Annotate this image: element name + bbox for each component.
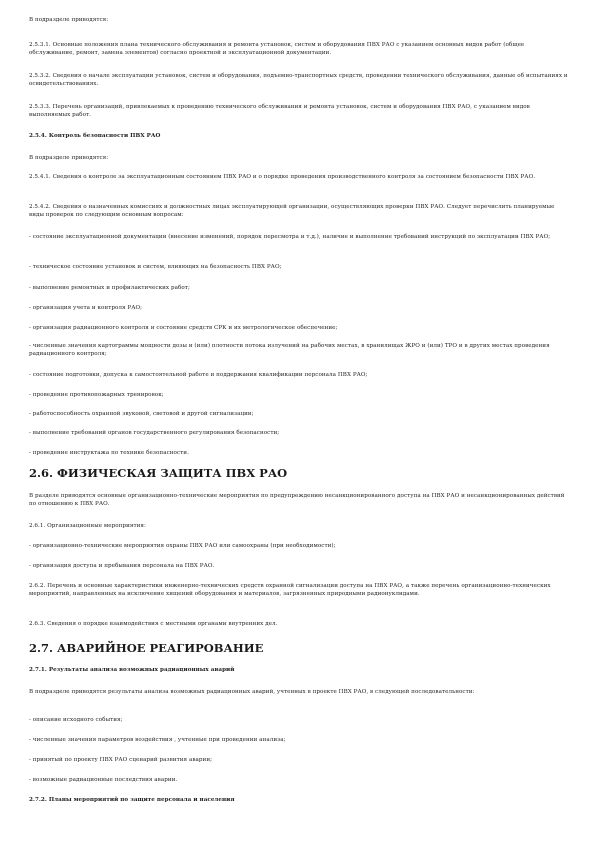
list-item: - состояние эксплуатационной документации (внесение изменений, порядок пересмотра и т.д.), наличие и выполнение требований инструкций по эксплуатации ПВХ РАО; [29,234,551,240]
paragraph-2-5-3-1: 2.5.3.1. Основные положения плана технического обслуживания и ремонта установок, систем и оборудования ПВХ РАО с указанием основных видов работ (общее обслуживание, ремонт, замена элементов) согласно проектной и эксплуатационной документации. [29,42,525,56]
paragraph-2-5-3-3: 2.5.3.3. Перечень организаций, привлекаемых к проведению технического обслуживания и ремонта установок, систем и оборудования ПВХ РАО, с указанием видов выполняемых работ. [29,104,530,118]
paragraph-2-6-1: 2.6.1. Организационные мероприятия: [29,523,146,529]
paragraph-2-5-4-1: 2.5.4.1. Сведения о контроле за эксплуатационным состоянием ПВХ РАО и о порядке проведения производственного контроля за состоянием безопасности ПВХ РАО. [29,174,536,180]
subsection-heading-2-5-4: 2.5.4. Контроль безопасности ПВХ РАО [29,133,161,139]
section-intro: В подразделе приводятся результаты анализа возможных радиационных аварий, учтенных в проекте ПВХ РАО, в следующей последовательности: [29,689,475,695]
list-item: - техническое состояние установок и систем, влияющих на безопасность ПВХ РАО; [29,264,282,270]
paragraph-2-6-3: 2.6.3. Сведения о порядке взаимодействия с местными органами внутренних дел. [29,621,278,627]
subsection-heading-2-7-2: 2.7.2. Планы мероприятий по защите персонала и населения [29,797,235,803]
list-item: - численные значения картограммы мощности дозы и (или) плотности потока излучений на рабочих местах, в хранилищах ЖРО и (или) ТРО и в других местах проведения радиационного контроля; [29,343,550,357]
list-item: - организация учета и контроля РАО; [29,305,143,311]
list-item: - организация радиационного контроля и состояние средств СРК и их метрологическое обеспечение; [29,325,338,331]
section-intro: В разделе приводятся основные организационно-технические мероприятия по предупреждению несанкционированного доступа на ПВХ РАО и несанкционированных действий по отношению к ПВХ РАО. [29,493,565,507]
list-item: - выполнение ремонтных и профилактических работ; [29,285,190,291]
paragraph-2-5-3-2: 2.5.3.2. Сведения о начале эксплуатации установок, систем и оборудования, подъемно-транспортных средств, проведении технического обслуживания, данные об испытаниях и освидетельствованиях. [29,73,568,87]
list-item: - проведение инструктажа по технике безопасности. [29,450,189,456]
paragraph-2-6-2: 2.6.2. Перечень и основные характеристики инженерно-технических средств охранной сигнализации доступа на ПВХ РАО, а также перечень организационно-технических мероприятий, направленных на исключение хищений оборудования и материалов, загрязненных природными радионуклидами. [29,583,551,597]
list-item: - описание исходного события; [29,717,123,723]
list-item: - организационно-технические мероприятия охраны ПВХ РАО или самоохраны (при необходимости); [29,543,336,549]
subsection-heading-2-7-1: 2.7.1. Результаты анализа возможных радиационных аварий [29,667,235,673]
list-item: - состояние подготовки, допуска к самостоятельной работе и поддержания квалификации персонала ПВХ РАО; [29,372,368,378]
list-item: - выполнение требований органов государственного регулирования безопасности; [29,430,280,436]
section-heading-2-7: 2.7. АВАРИЙНОЕ РЕАГИРОВАНИЕ [29,641,264,655]
subsection-intro: В подразделе приводятся: [29,155,109,161]
subsection-intro: В подразделе приводятся: [29,17,109,23]
list-item: - работоспособность охранной звуковой, световой и другой сигнализации; [29,411,254,417]
section-heading-2-6: 2.6. ФИЗИЧЕСКАЯ ЗАЩИТА ПВХ РАО [29,466,288,480]
list-item: - возможные радиационные последствия аварии. [29,777,178,783]
list-item: - проведение противопожарных тренировок; [29,392,164,398]
list-item: - численные значения параметров воздействия , учтенные при проведении анализа; [29,737,286,743]
paragraph-2-5-4-2: 2.5.4.2. Сведения о назначенных комиссиях и должностных лицах эксплуатирующей организации, осуществляющих проверки ПВХ РАО. Следует перечислить планируемые виды проверок по следующим основным вопросам: [29,204,555,218]
list-item: - организация доступа и пребывания персонала на ПВХ РАО. [29,563,215,569]
list-item: - принятый по проекту ПВХ РАО сценарий развития аварии; [29,757,213,763]
